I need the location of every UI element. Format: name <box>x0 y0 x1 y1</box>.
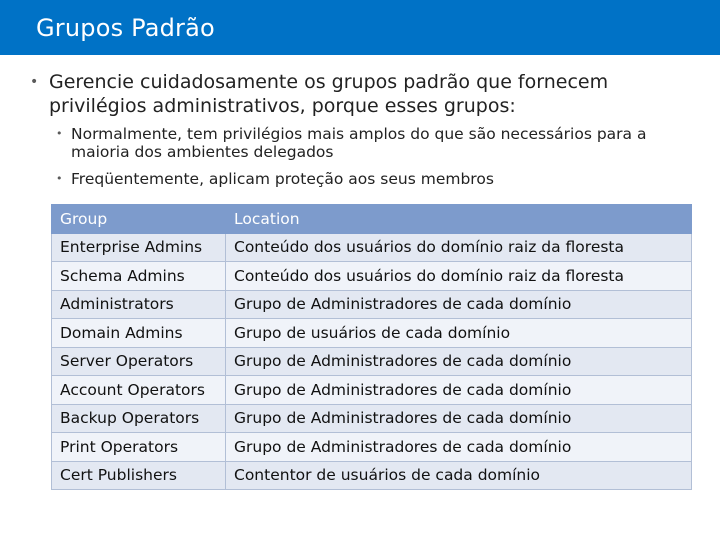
slide-title: Grupos Padrão <box>36 14 215 42</box>
location-cell: Grupo de Administradores de cada domínio <box>226 290 692 319</box>
sub-bullet-text: Normalmente, tem privilégios mais amplos do que são necessários para a maioria dos ambientes delegados <box>71 125 647 161</box>
main-bullet-text: Gerencie cuidadosamente os grupos padrão que fornecem privilégios administrativos, porque esses grupos: <box>49 71 609 117</box>
group-cell: Backup Operators <box>52 404 226 433</box>
header-location: Location <box>226 205 692 234</box>
location-cell: Grupo de Administradores de cada domínio <box>226 347 692 376</box>
location-cell: Grupo de usuários de cada domínio <box>226 319 692 348</box>
location-cell: Conteúdo dos usuários do domínio raiz da floresta <box>226 233 692 262</box>
title-bar <box>0 0 720 55</box>
group-cell: Account Operators <box>52 376 226 405</box>
group-cell: Schema Admins <box>52 262 226 291</box>
table-row <box>52 262 692 291</box>
group-cell: Administrators <box>52 290 226 319</box>
sub-bullet-text: Freqüentemente, aplicam proteção aos seus membros <box>71 170 494 188</box>
location-cell: Grupo de Administradores de cada domínio <box>226 404 692 433</box>
group-cell: Server Operators <box>52 347 226 376</box>
location-cell: Grupo de Administradores de cada domínio <box>226 376 692 405</box>
table-row <box>52 290 692 319</box>
table-header-row <box>52 205 692 234</box>
bullet-marker: • <box>30 74 39 90</box>
table-row <box>52 433 692 462</box>
groups-table <box>51 204 692 490</box>
sub-bullet-1 <box>56 125 676 165</box>
header-group: Group <box>52 205 226 234</box>
table-row <box>52 404 692 433</box>
table-row <box>52 233 692 262</box>
location-cell: Grupo de Administradores de cada domínio <box>226 433 692 462</box>
group-cell: Domain Admins <box>52 319 226 348</box>
sub-bullet-marker: • <box>56 172 63 185</box>
group-cell: Print Operators <box>52 433 226 462</box>
location-cell: Contentor de usuários de cada domínio <box>226 461 692 490</box>
location-cell: Conteúdo dos usuários do domínio raiz da floresta <box>226 262 692 291</box>
group-cell: Cert Publishers <box>52 461 226 490</box>
sub-bullet-2 <box>56 170 676 190</box>
table-row <box>52 461 692 490</box>
sub-bullet-marker: • <box>56 127 63 140</box>
table-row <box>52 347 692 376</box>
group-cell: Enterprise Admins <box>52 233 226 262</box>
table-row <box>52 319 692 348</box>
table-row <box>52 376 692 405</box>
